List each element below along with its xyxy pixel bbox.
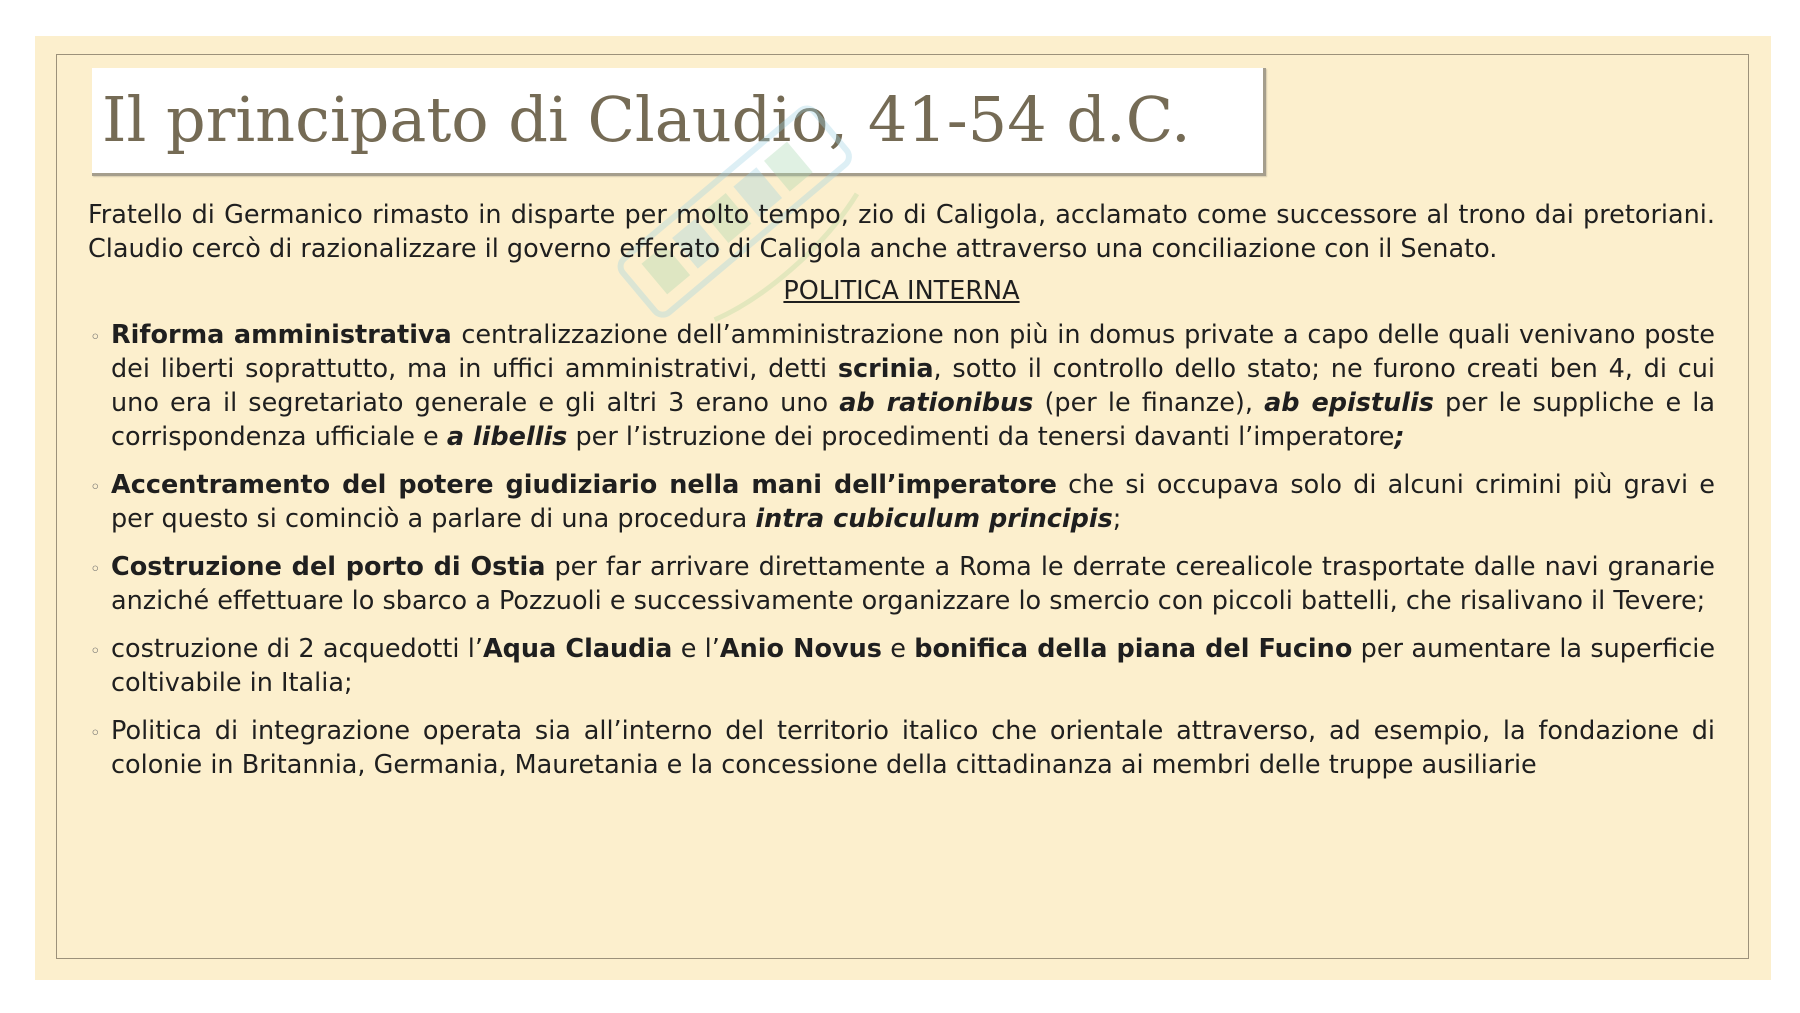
slide-title: Il principato di Claudio, 41-54 d.C. — [102, 83, 1191, 156]
bullet-text: centralizzazione dell’amministrazione non più in domus private a capo delle quali venivano poste dei liberti soprattutto, ma in uffici amministrativi, detti — [111, 320, 1715, 384]
bullet-list — [88, 318, 1715, 782]
bullet-item — [88, 550, 1715, 618]
intro-paragraph: Fratello di Germanico rimasto in disparte per molto tempo, zio di Caligola, acclamato come successore al trono dai pretoriani. Claudio cercò di razionalizzare il governo efferato di Caligola anche attraverso una conciliazione con il Senato. — [88, 200, 1715, 264]
bullet-text: ; — [1112, 504, 1122, 534]
bullet-bold-text — [452, 320, 462, 350]
bullet-bold-text: Costruzione del porto di Ostia — [111, 552, 546, 582]
bullet-marker-icon: ◦ — [90, 723, 101, 744]
bullet-marker-icon: ◦ — [90, 559, 101, 580]
bullet-marker-icon: ◦ — [90, 327, 101, 348]
bullet-bold-text: Accentramento del potere giudiziario nella mani dell’imperatore — [111, 470, 1057, 500]
bullet-bold-text: Anio Novus — [719, 634, 882, 664]
bullet-bold-italic-text: ; — [1394, 422, 1405, 452]
bullet-marker-icon: ◦ — [90, 477, 101, 498]
bullet-text: per far arrivare direttamente a Roma le derrate cerealicole trasportate dalle navi granarie anziché effettuare lo sbarco a Pozzuoli e successivamente organizzare lo smercio con piccoli battelli, che risalivano il Tevere; — [111, 552, 1715, 616]
bullet-item — [88, 714, 1715, 782]
bullet-bold-italic-text: a libellis — [446, 422, 568, 452]
title-box — [92, 68, 1266, 176]
bullet-bold-text: bonifica della piana del Fucino — [914, 634, 1353, 664]
bullet-text: costruzione di 2 acquedotti l’ — [111, 634, 483, 664]
bullet-bold-italic-text: ab rationibus — [839, 388, 1034, 418]
bullet-bold-italic-text: intra cubiculum principis — [755, 504, 1113, 534]
bullet-item — [88, 468, 1715, 536]
bullet-text: Politica di integrazione operata sia all’interno del territorio italico che orientale attraverso, ad esempio, la fondazione di colonie in Britannia, Germania, Mauretania e la concessione della cittadinanza ai membri delle truppe ausiliarie — [111, 716, 1715, 780]
bullet-bold-text: Aqua Claudia — [482, 634, 673, 664]
bullet-marker-icon: ◦ — [90, 641, 101, 662]
bullet-text: e — [881, 634, 915, 664]
bullet-text: per aumentare la superficie coltivabile in Italia; — [111, 634, 1716, 698]
bullet-text: che si occupava solo di alcuni crimini più gravi e per questo si cominciò a parlare di una procedura — [111, 470, 1715, 534]
bullet-bold-text: Riforma amministrativa — [111, 320, 452, 350]
bullet-bold-text: scrinia — [837, 354, 934, 384]
bullet-text: , sotto il controllo dello stato; ne furono creati ben 4, di cui uno era il segretariato generale e gli altri 3 erano uno — [111, 354, 1715, 418]
section-heading: POLITICA INTERNA — [783, 276, 1020, 306]
bullet-item — [88, 318, 1715, 454]
bullet-item — [88, 632, 1715, 700]
bullet-bold-italic-text: ab epistulis — [1264, 388, 1434, 418]
slide — [35, 36, 1771, 980]
bullet-text: per l’istruzione dei procedimenti da tenersi davanti l’imperatore — [567, 422, 1395, 452]
bullet-text: per le suppliche e la corrispondenza ufficiale e — [111, 388, 1715, 452]
bullet-text: (per le finanze), — [1033, 388, 1265, 418]
bullet-text: e l’ — [672, 634, 720, 664]
slide-body — [88, 198, 1715, 796]
